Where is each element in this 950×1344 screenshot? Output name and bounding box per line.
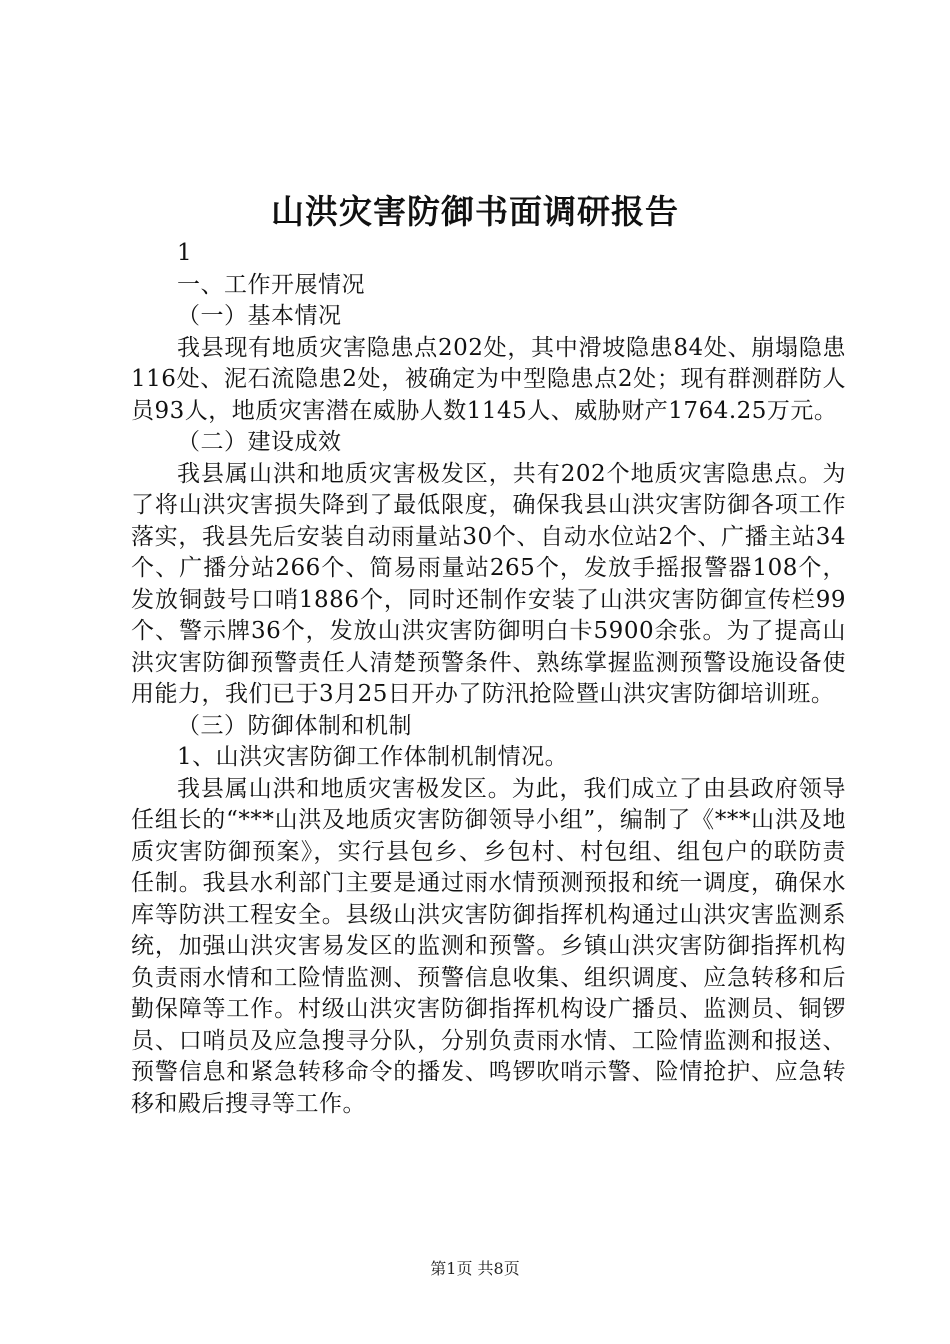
heading-subsection-results: （二）建设成效 — [177, 429, 342, 455]
heading-item-1: 1、山洪灾害防御工作体制机制情况。 — [177, 744, 569, 770]
heading-subsection-mechanism: （三）防御体制和机制 — [177, 712, 412, 739]
heading-section-1: 一、工作开展情况 — [177, 271, 365, 298]
paragraph-page-marker: 1 — [177, 240, 193, 266]
page-footer: 第1页 共8页 — [430, 1259, 520, 1278]
paragraph-mechanism-details: 我县属山洪和地质灾害极发区。为此，我们成立了由县政府领导任组长的“***山洪及地质灾害防御领导小组”，编制了《***山洪及地质灾害防御预案》，实行县包乡、乡包村、村包组、组包户的联防责任制。我县水利部门主要是通过雨水情预测预报和统一调度，确保水库等防洪工程安全。县级山洪灾害防御指挥机构通过山洪灾害监测系统，加强山洪灾害易发区的监测和预警。乡镇山洪灾害防御指挥机构负责雨水情和工险情监测、预警信息收集、组织调度、应急转移和后勤保障等工作。村级山洪灾害防御指挥机构设广播员、监测员、铜锣员、口哨员及应急搜寻分队，分别负责雨水情、工险情监测和报送、预警信息和紧急转移命令的播发、鸣锣吹哨示警、险情抢护、应急转移和殿后搜寻等工作。 — [131, 775, 846, 1117]
document-title: 山洪灾害防御书面调研报告 — [271, 192, 679, 231]
heading-subsection-basic: （一）基本情况 — [177, 303, 342, 329]
paragraph-construction-results: 我县属山洪和地质灾害极发区，共有202个地质灾害隐患点。为了将山洪灾害损失降到了最低限度，确保我县山洪灾害防御各项工作落实，我县先后安装自动雨量站30个、自动水位站2个、广播主站34个、广播分站266个、简易雨量站265个，发放手摇报警器108个，发放铜鼓号口哨1886个，同时还制作安装了山洪灾害防御宣传栏99个、警示牌36个，发放山洪灾害防御明白卡5900余张。为了提高山洪灾害防御预警责任人清楚预警条件、熟练掌握监测预警设施设备使用能力，我们已于3月25日开办了防汛抢险暨山洪灾害防御培训班。 — [131, 460, 846, 707]
paragraph-basic-situation: 我县现有地质灾害隐患点202处，其中滑坡隐患84处、崩塌隐患116处、泥石流隐患2处，被确定为中型隐患点2处；现有群测群防人员93人，地质灾害潜在威胁人数1145人、威胁财产1764.25万元。 — [131, 334, 846, 424]
document-body — [131, 238, 846, 1120]
